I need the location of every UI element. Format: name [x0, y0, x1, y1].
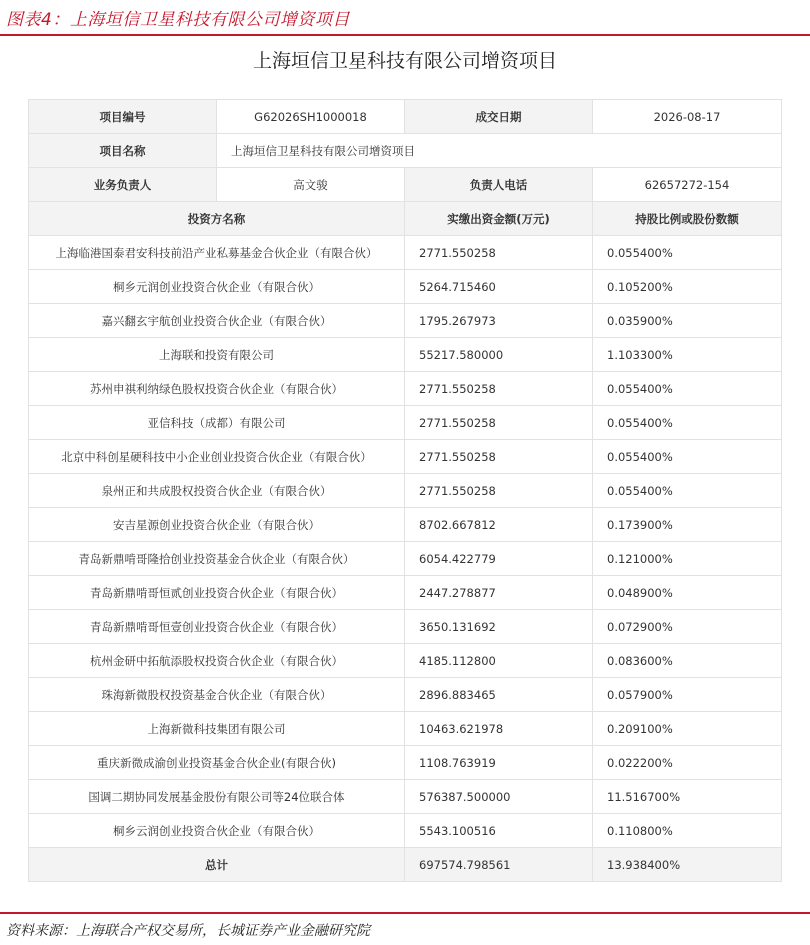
info-row-project-name — [29, 134, 782, 168]
paid-in-amount: 55217.580000 — [405, 338, 593, 372]
total-label: 总计 — [29, 848, 405, 882]
table-row — [29, 372, 782, 406]
investor-name: 青岛新鼎啃哥隆拾创业投资基金合伙企业（有限合伙） — [29, 542, 405, 576]
project-no-value: G62026SH1000018 — [217, 100, 405, 134]
investor-name: 青岛新鼎啃哥恒贰创业投资合伙企业（有限合伙） — [29, 576, 405, 610]
table-row — [29, 508, 782, 542]
table-row — [29, 440, 782, 474]
table-row — [29, 712, 782, 746]
paid-in-amount: 6054.422779 — [405, 542, 593, 576]
investor-name: 国调二期协同发展基金股份有限公司等24位联合体 — [29, 780, 405, 814]
paid-in-amount: 2771.550258 — [405, 440, 593, 474]
paid-in-amount: 2896.883465 — [405, 678, 593, 712]
share-ratio: 0.209100% — [593, 712, 782, 746]
column-header-share: 持股比例或股份数额 — [593, 202, 782, 236]
table-row — [29, 678, 782, 712]
info-row-project-no — [29, 100, 782, 134]
source-note: 资料来源：上海联合产权交易所，长城证券产业金融研究院 — [6, 923, 370, 939]
table-row — [29, 542, 782, 576]
investor-name: 上海临港国泰君安科技前沿产业私募基金合伙企业（有限合伙） — [29, 236, 405, 270]
table-row — [29, 270, 782, 304]
share-ratio: 0.105200% — [593, 270, 782, 304]
share-ratio: 0.055400% — [593, 372, 782, 406]
table-row — [29, 780, 782, 814]
deal-date-value: 2026-08-17 — [593, 100, 782, 134]
table-row — [29, 236, 782, 270]
paid-in-amount: 2771.550258 — [405, 372, 593, 406]
investor-name: 珠海新微股权投资基金合伙企业（有限合伙） — [29, 678, 405, 712]
share-ratio: 0.173900% — [593, 508, 782, 542]
table-row — [29, 644, 782, 678]
investor-name: 上海新微科技集团有限公司 — [29, 712, 405, 746]
phone-value: 62657272-154 — [593, 168, 782, 202]
table-row — [29, 406, 782, 440]
paid-in-amount: 2771.550258 — [405, 236, 593, 270]
investor-name: 安吉星源创业投资合伙企业（有限合伙） — [29, 508, 405, 542]
paid-in-amount: 2447.278877 — [405, 576, 593, 610]
share-ratio: 0.055400% — [593, 406, 782, 440]
investor-name: 桐乡云润创业投资合伙企业（有限合伙） — [29, 814, 405, 848]
total-share: 13.938400% — [593, 848, 782, 882]
investor-name: 苏州申祺利纳绿色股权投资合伙企业（有限合伙） — [29, 372, 405, 406]
paid-in-amount: 2771.550258 — [405, 406, 593, 440]
share-ratio: 0.055400% — [593, 236, 782, 270]
paid-in-amount: 576387.500000 — [405, 780, 593, 814]
investor-name: 嘉兴翻玄宇航创业投资合伙企业（有限合伙） — [29, 304, 405, 338]
share-ratio: 0.057900% — [593, 678, 782, 712]
share-ratio: 0.083600% — [593, 644, 782, 678]
investor-name: 北京中科创星硬科技中小企业创业投资合伙企业（有限合伙） — [29, 440, 405, 474]
share-ratio: 0.048900% — [593, 576, 782, 610]
figure-title: 图表4：上海垣信卫星科技有限公司增资项目 — [6, 10, 350, 30]
capital-increase-table — [28, 99, 782, 882]
table-row — [29, 338, 782, 372]
investor-name: 桐乡元润创业投资合伙企业（有限合伙） — [29, 270, 405, 304]
share-ratio: 0.035900% — [593, 304, 782, 338]
share-ratio: 0.055400% — [593, 440, 782, 474]
share-ratio: 0.072900% — [593, 610, 782, 644]
table-row — [29, 814, 782, 848]
phone-label: 负责人电话 — [405, 168, 593, 202]
investor-name: 青岛新鼎啃哥恒壹创业投资合伙企业（有限合伙） — [29, 610, 405, 644]
share-ratio: 11.516700% — [593, 780, 782, 814]
table-row — [29, 576, 782, 610]
investor-name: 上海联和投资有限公司 — [29, 338, 405, 372]
figure-header — [0, 0, 810, 36]
paid-in-amount: 10463.621978 — [405, 712, 593, 746]
table-title: 上海垣信卫星科技有限公司增资项目 — [252, 50, 557, 72]
paid-in-amount: 4185.112800 — [405, 644, 593, 678]
deal-date-label: 成交日期 — [405, 100, 593, 134]
column-header-investor: 投资方名称 — [29, 202, 405, 236]
paid-in-amount: 1108.763919 — [405, 746, 593, 780]
investor-name: 杭州金研中拓航添股权投资合伙企业（有限合伙） — [29, 644, 405, 678]
manager-label: 业务负责人 — [29, 168, 217, 202]
share-ratio: 0.110800% — [593, 814, 782, 848]
paid-in-amount: 5543.100516 — [405, 814, 593, 848]
paid-in-amount: 2771.550258 — [405, 474, 593, 508]
investor-name: 泉州正和共成股权投资合伙企业（有限合伙） — [29, 474, 405, 508]
share-ratio: 0.055400% — [593, 474, 782, 508]
paid-in-amount: 1795.267973 — [405, 304, 593, 338]
investor-name: 亚信科技（成都）有限公司 — [29, 406, 405, 440]
table-row — [29, 746, 782, 780]
paid-in-amount: 8702.667812 — [405, 508, 593, 542]
table-row — [29, 474, 782, 508]
share-ratio: 1.103300% — [593, 338, 782, 372]
share-ratio: 0.022200% — [593, 746, 782, 780]
share-ratio: 0.121000% — [593, 542, 782, 576]
project-name-value: 上海垣信卫星科技有限公司增资项目 — [217, 134, 782, 168]
column-header-amount: 实缴出资金额(万元) — [405, 202, 593, 236]
total-row — [29, 848, 782, 882]
project-name-label: 项目名称 — [29, 134, 217, 168]
table-row — [29, 304, 782, 338]
investor-name: 重庆新微成渝创业投资基金合伙企业(有限合伙) — [29, 746, 405, 780]
paid-in-amount: 3650.131692 — [405, 610, 593, 644]
manager-value: 高文骏 — [217, 168, 405, 202]
project-no-label: 项目编号 — [29, 100, 217, 134]
table-row — [29, 610, 782, 644]
footer-divider — [0, 912, 810, 914]
total-amount: 697574.798561 — [405, 848, 593, 882]
column-header-row — [29, 202, 782, 236]
info-row-manager — [29, 168, 782, 202]
paid-in-amount: 5264.715460 — [405, 270, 593, 304]
